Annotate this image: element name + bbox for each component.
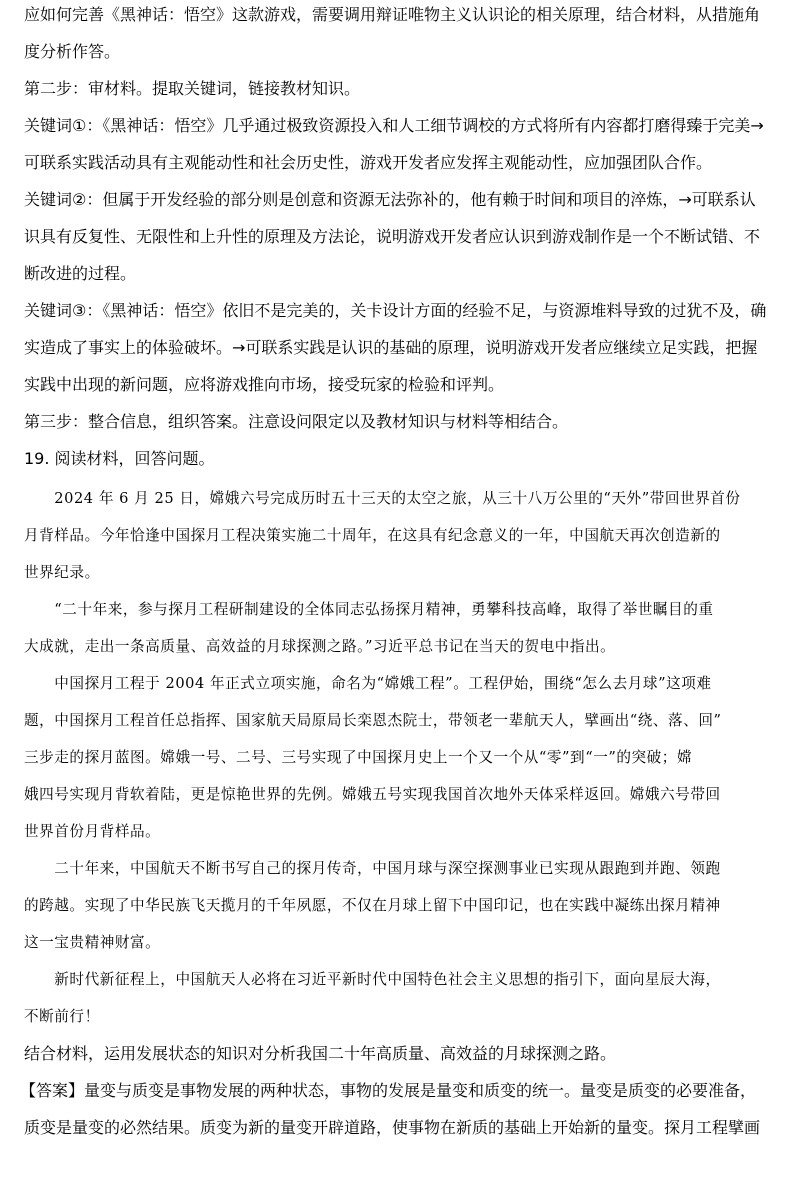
answer-tag: 【答案】 xyxy=(20,1081,85,1100)
answer-line xyxy=(20,1080,780,1104)
material-line: 二十年来，中国航天不断书写自己的探月传奇，中国月球与深空探测事业已实现从跟跑到并跑、领跑 xyxy=(24,860,721,877)
question-heading: 19. 阅读材料，回答问题。 xyxy=(24,449,215,468)
text-line: 断改进的过程。 xyxy=(24,264,137,283)
text-line: 度分析作答。 xyxy=(24,42,121,61)
text-line: 应如何完善《黑神话：悟空》这款游戏，需要调用辩证唯物主义认识论的相关原理，结合材料，从措施角 xyxy=(24,5,761,24)
material-line: 世界首份月背样品。 xyxy=(24,823,161,840)
text-line: 第三步：整合信息，组织答案。注意设问限定以及教材知识与材料等相结合。 xyxy=(24,412,569,431)
text-line: 识具有反复性、无限性和上升性的原理及方法论，说明游戏开发者应认识到游戏制作是一个不断试错、不 xyxy=(24,227,761,246)
material-line: 三步走的探月蓝图。嫦娥一号、二号、三号实现了中国探月史上一个又一个从“零”到“一”的突破；嫦 xyxy=(24,749,693,766)
text-line: 可联系实践活动具有主观能动性和社会历史性，游戏开发者应发挥主观能动性，应加强团队合作。 xyxy=(24,153,713,172)
text-line: 关键词③：《黑神话：悟空》依旧不是完美的，关卡设计方面的经验不足，与资源堆料导致的过犹不及，确 xyxy=(24,301,767,320)
text-line: 第二步：审材料。提取关键词，链接教材知识。 xyxy=(24,79,361,98)
material-line: 大成就，走出一条高质量、高效益的月球探测之路。”习近平总书记在当天的贺电中指出。 xyxy=(24,638,616,655)
material-line: 2024 年 6 月 25 日，嫦娥六号完成历时五十三天的太空之旅，从三十八万公里的“天外”带回世界首份 xyxy=(24,490,741,507)
text-line: 关键词②：但属于开发经验的部分则是创意和资源无法弥补的，他有赖于时间和项目的淬炼，→可联系认 xyxy=(24,190,756,209)
answer-line: 质变是量变的必然结果。质变为新的量变开辟道路，使事物在新质的基础上开始新的量变。探月工程擘画 xyxy=(24,1118,761,1137)
material-line: 题，中国探月工程首任总指挥、国家航天局原局长栾恩杰院士，带领老一辈航天人，擘画出“绕、落、回” xyxy=(24,712,722,729)
material-line: 中国探月工程于 2004 年正式立项实施，命名为“嫦娥工程”。工程伊始，围绕“怎么去月球”这项难 xyxy=(24,675,712,692)
material-line: 新时代新征程上，中国航天人必将在习近平新时代中国特色社会主义思想的指引下，面向星辰大海， xyxy=(24,971,721,988)
material-line: 的跨越。实现了中华民族飞天揽月的千年夙愿，不仅在月球上留下中国印记，也在实践中凝练出探月精神 xyxy=(24,897,721,914)
material-line: “二十年来，参与探月工程研制建设的全体同志弘扬探月精神，勇攀科技高峰，取得了举世瞩目的重 xyxy=(24,601,714,618)
material-line: 世界纪录。 xyxy=(24,564,100,581)
material-line: 娥四号实现月背软着陆，更是惊艳世界的先例。嫦娥五号实现我国首次地外天体采样返回。嫦娥六号带回 xyxy=(24,786,721,803)
material-line: 这一宝贵精神财富。 xyxy=(24,934,161,951)
text-line: 实造成了事实上的体验破坏。→可联系实践是认识的基础的原理，说明游戏开发者应继续立足实践，把握 xyxy=(24,338,758,357)
text-line: 实践中出现的新问题，应将游戏推向市场，接受玩家的检验和评判。 xyxy=(24,375,505,394)
material-line: 月背样品。今年恰逢中国探月工程决策实施二十周年，在这具有纪念意义的一年，中国航天再次创造新的 xyxy=(24,527,721,544)
question-prompt: 结合材料，运用发展状态的知识对分析我国二十年高质量、高效益的月球探测之路。 xyxy=(24,1044,617,1063)
answer-text: 量变与质变是事物发展的两种状态，事物的发展是量变和质变的统一。量变是质变的必要准备， xyxy=(84,1081,757,1100)
text-line: 关键词①：《黑神话：悟空》几乎通过极致资源投入和人工细节调校的方式将所有内容都打磨得臻于完美→ xyxy=(24,116,764,135)
material-line: 不断前行！ xyxy=(24,1008,100,1025)
